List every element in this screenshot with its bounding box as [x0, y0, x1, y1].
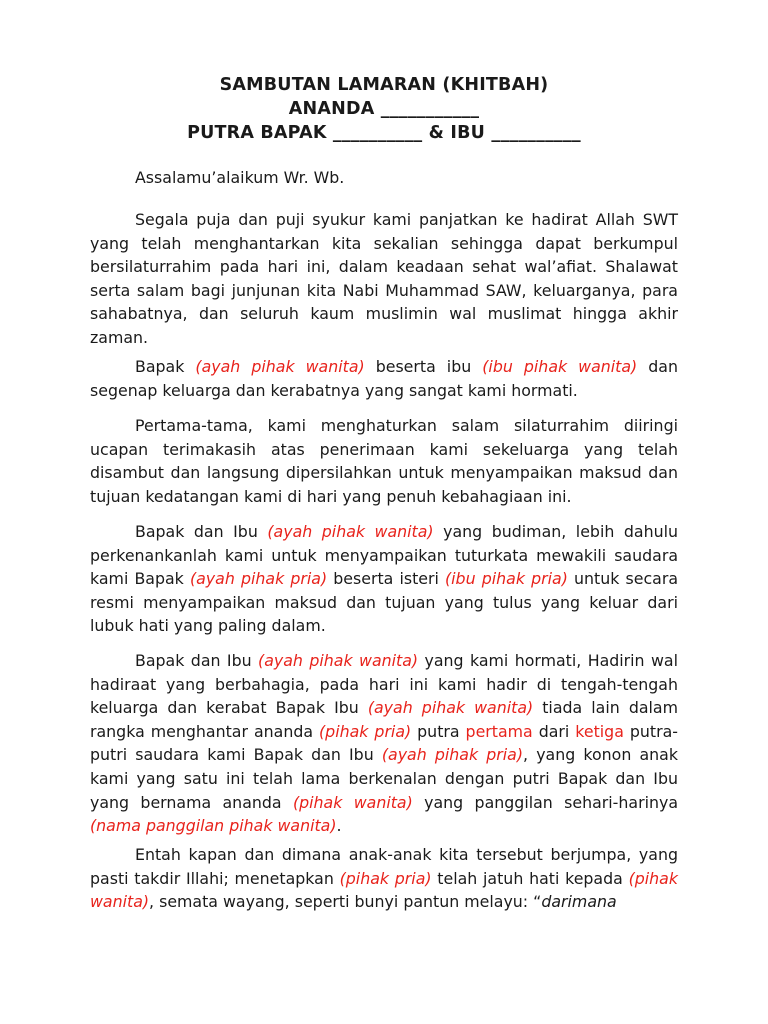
groom-name-line: ANANDA ___________	[288, 99, 480, 119]
placeholder-pihak-wanita: (pihak wanita)	[90, 868, 678, 912]
text-segment: dan segenap keluarga dan kerabatnya yang sangat kami hormati.	[90, 357, 678, 400]
text-segment: Bapak	[135, 357, 196, 376]
placeholder-ayah-pihak-wanita: (ayah pihak wanita)	[195, 357, 365, 376]
text-segment: Entah kapan dan dimana anak-anak kita tersebut berjumpa, yang pasti takdir Illahi; menetapkan	[90, 845, 678, 888]
placeholder-ibu-pihak-wanita: (ibu pihak wanita)	[482, 357, 638, 376]
text-segment: putra-putri saudara kami Bapak dan Ibu	[90, 721, 678, 765]
text-segment: Bapak dan Ibu	[135, 651, 259, 670]
placeholder-pihak-pria: (pihak pria)	[339, 868, 432, 888]
greeting: Assalamu’alaikum Wr. Wb.	[135, 168, 345, 187]
paragraph-opening: Segala puja dan puji syukur kami panjatkan ke hadirat Allah SWT yang telah menghantarkan kita sekalian sehingga dapat berkumpul bersilaturrahim pada hari ini, dalam keadaan sehat wal’afiat. Shalawat serta salam bagi junjunan kita Nabi Muhammad SAW, keluarganya, para sahabatnya, dan seluruh kaum muslimin wal muslimat hingga akhir zaman.	[90, 210, 678, 347]
placeholder-ayah-pihak-wanita: (ayah pihak wanita)	[267, 522, 434, 541]
text-segment: yang kami hormati, Hadirin wal hadiraat yang berbahagia, pada hari ini kami hadir di tengah-tengah keluarga dan kerabat Bapak Ibu	[90, 651, 678, 718]
placeholder-ayah-pihak-pria: (ayah pihak pria)	[381, 745, 524, 765]
placeholder-ayah-pihak-pria: (ayah pihak pria)	[189, 569, 328, 589]
paragraph-address-family	[90, 355, 678, 402]
placeholder-pihak-wanita: (pihak wanita)	[292, 792, 413, 812]
text-segment: Bapak dan Ibu	[135, 522, 268, 541]
text-segment: , semata wayang, seperti bunyi pantun melayu: “	[149, 892, 542, 912]
placeholder-pihak-pria: (pihak pria)	[319, 721, 412, 741]
text-segment: dari	[532, 721, 576, 741]
text-segment: putra	[411, 721, 466, 741]
text-segment: beserta isteri	[327, 569, 445, 589]
paragraph-introduction	[90, 649, 678, 838]
placeholder-birth-order: pertama	[465, 721, 533, 741]
placeholder-nama-panggilan: (nama panggilan pihak wanita)	[90, 816, 337, 836]
text-segment: yang panggilan sehari-harinya	[412, 792, 679, 812]
parents-name-line: PUTRA BAPAK __________ & IBU __________	[187, 123, 581, 143]
placeholder-ayah-pihak-wanita: (ayah pihak wanita)	[367, 698, 534, 718]
pantun-start: darimana	[541, 892, 617, 912]
text-segment: untuk secara resmi menyampaikan maksud dan tujuan yang tulus yang keluar dari lubuk hati yang paling dalam.	[90, 569, 679, 636]
text-segment: tiada lain dalam rangka menghantar ananda	[90, 698, 678, 741]
placeholder-ayah-pihak-wanita: (ayah pihak wanita)	[258, 651, 419, 670]
text-segment: , yang konon anak kami yang satu ini telah lama berkenalan dengan putri Bapak dan Ibu yang bernama ananda	[90, 745, 678, 812]
text-segment: telah jatuh hati kepada	[431, 868, 629, 888]
placeholder-sibling-count: ketiga	[575, 721, 624, 741]
text-segment: yang budiman, lebih dahulu perkenankanlah kami untuk menyampaikan tuturkata mewakili saudara kami Bapak	[90, 522, 678, 589]
paragraph-intent	[90, 520, 678, 638]
placeholder-ibu-pihak-pria: (ibu pihak pria)	[445, 569, 568, 589]
text-segment: .	[336, 816, 342, 836]
text-segment: beserta ibu	[364, 357, 483, 376]
paragraph-thanks: Pertama-tama, kami menghaturkan salam silaturrahim diiringi ucapan terimakasih atas penerimaan kami sekeluarga yang telah disambut dan langsung dipersilahkan untuk menyampaikan maksud dan tujuan kedatangan kami di hari yang penuh kebahagiaan ini.	[90, 416, 678, 506]
document-title: SAMBUTAN LAMARAN (KHITBAH)	[219, 75, 549, 95]
paragraph-meeting	[90, 843, 678, 914]
